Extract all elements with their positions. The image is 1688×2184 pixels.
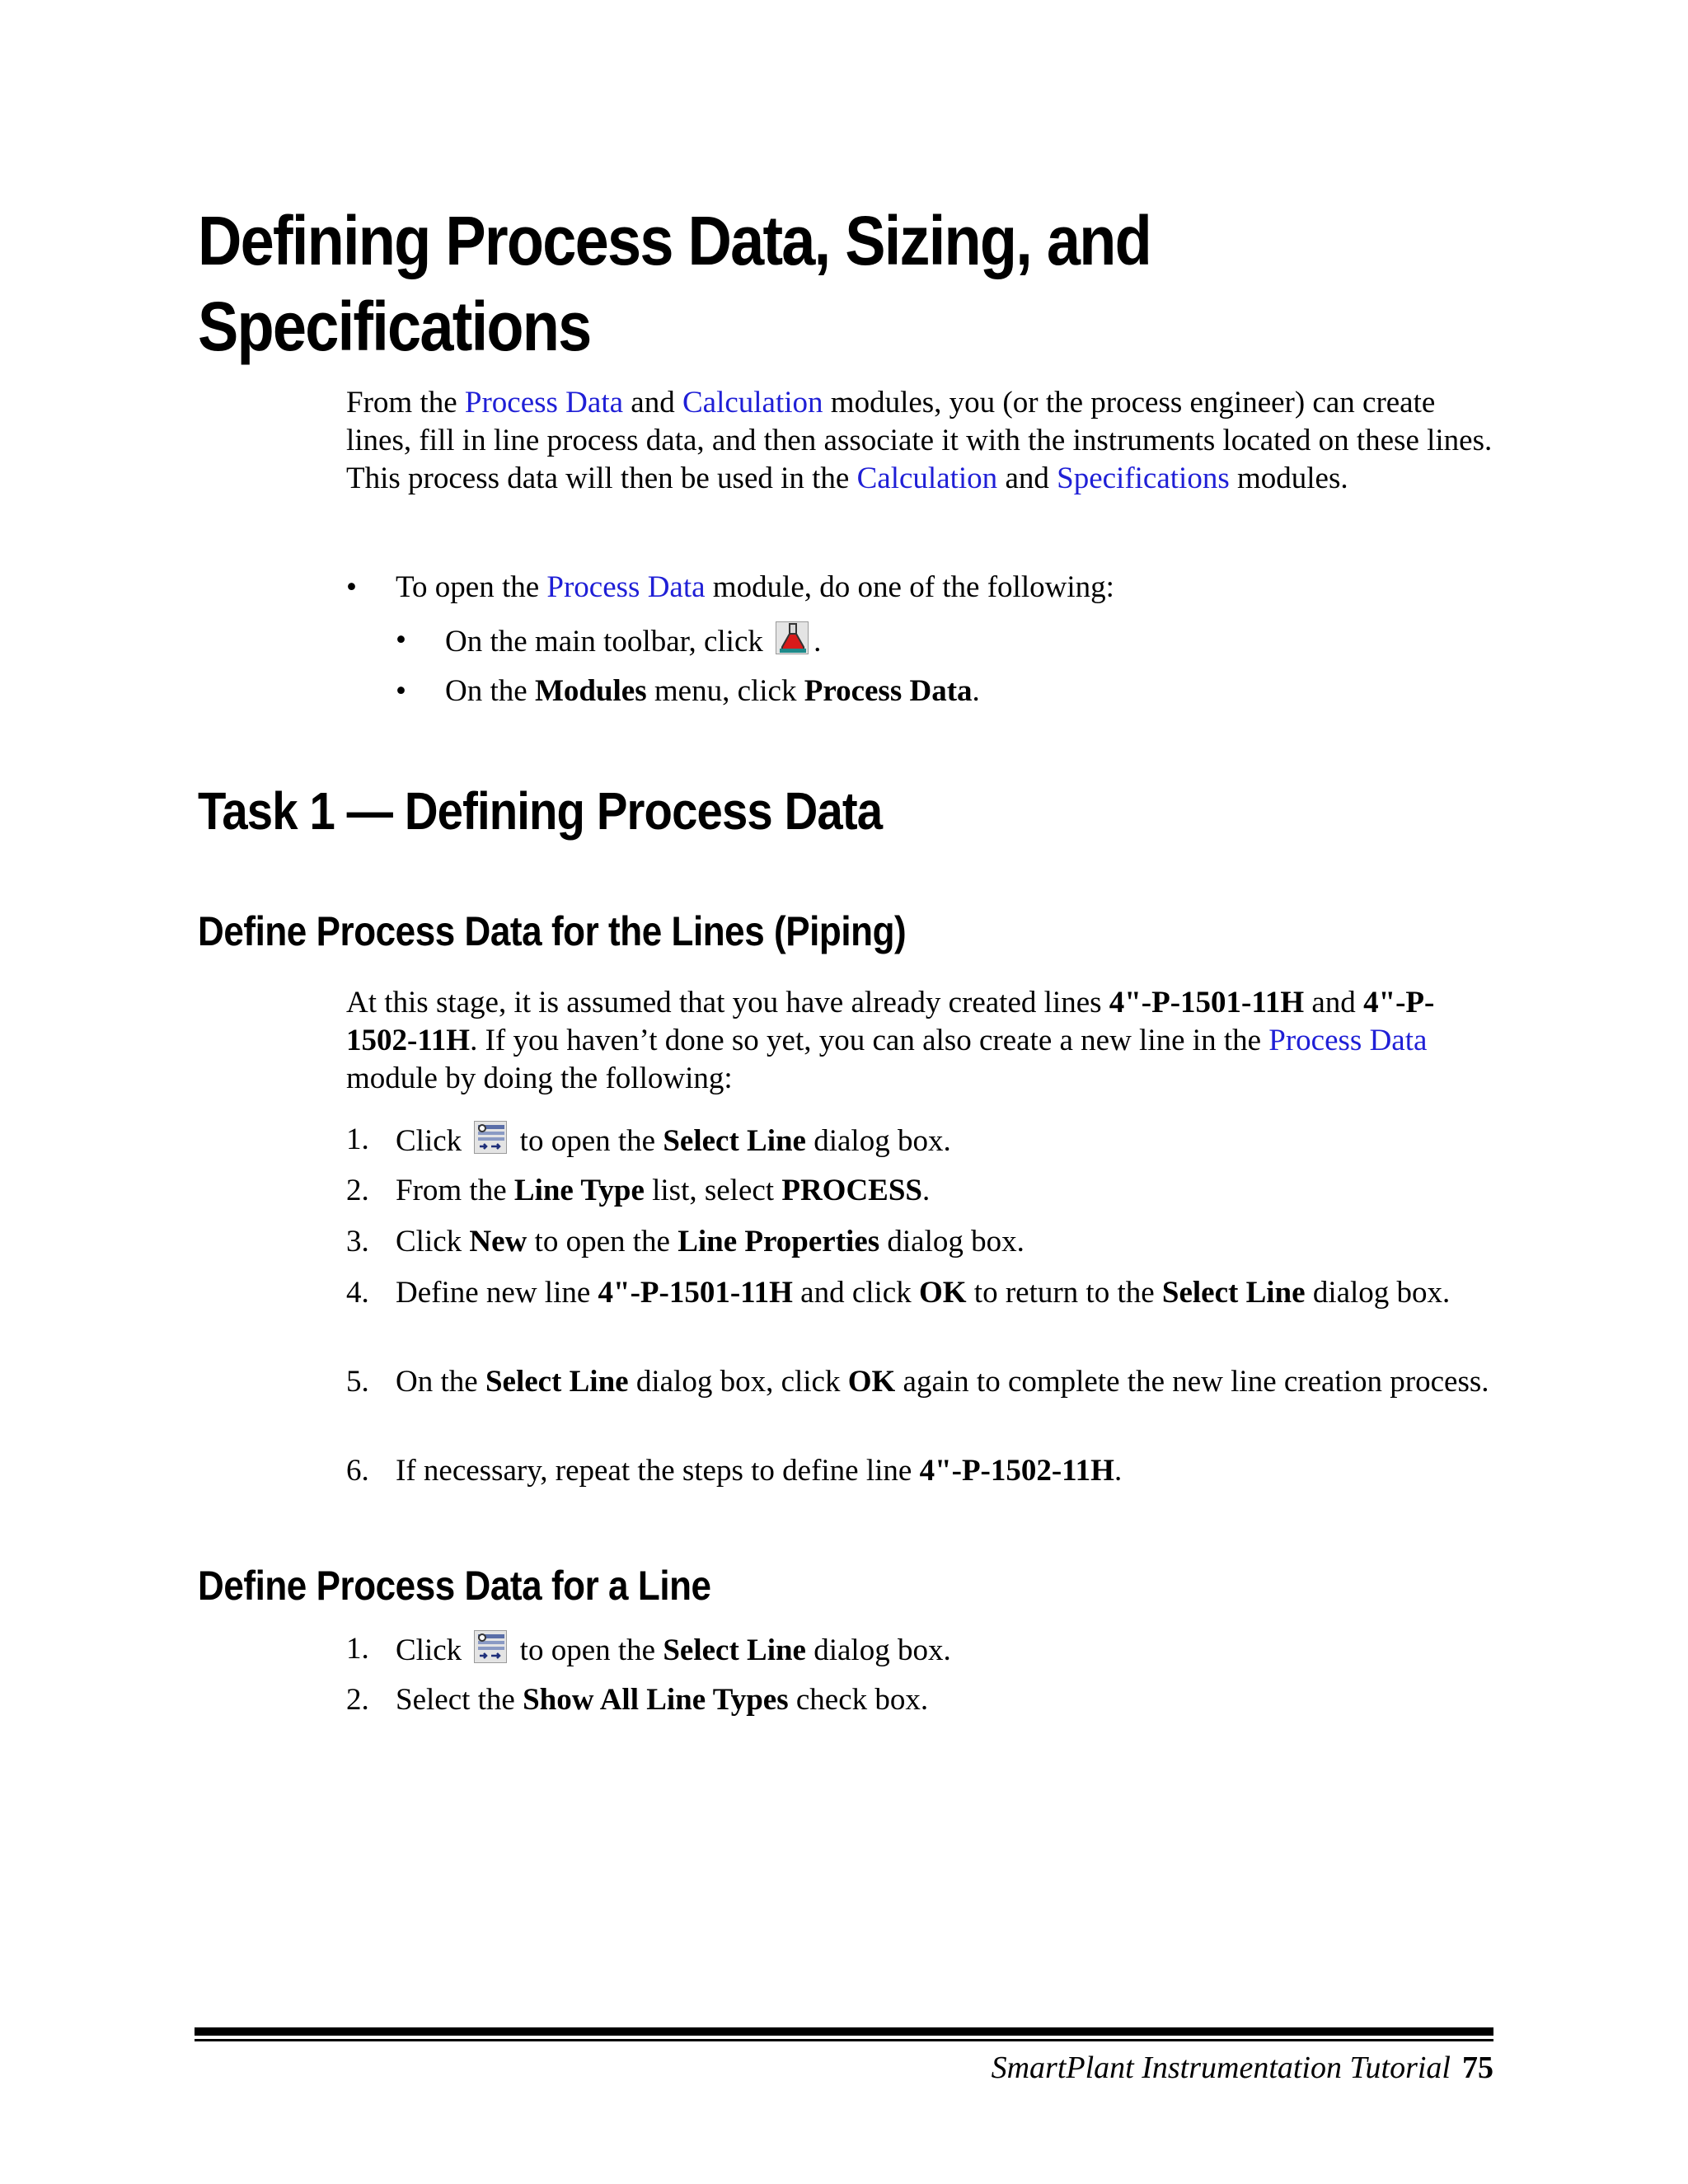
para-text: At this stage, it is assumed that you have already created lines xyxy=(346,986,1109,1019)
select-line-icon[interactable] xyxy=(474,1630,507,1663)
page-title-line-2: Specifications xyxy=(198,288,591,365)
bullet-text: . xyxy=(814,625,822,658)
para-text: . If you haven’t done so yet, you can also create a new line in the xyxy=(470,1024,1269,1057)
intro-paragraph xyxy=(346,384,1500,498)
step-text: dialog box. xyxy=(805,1633,951,1667)
para-text: module by doing the following: xyxy=(346,1062,733,1095)
step-text: Click xyxy=(396,1124,470,1158)
intro-text: and xyxy=(997,462,1057,495)
line-type-ref: Line Type xyxy=(513,1174,645,1207)
line-properties-ref: Line Properties xyxy=(678,1225,880,1258)
step-text: again to complete the new line creation process. xyxy=(895,1365,1489,1399)
step-text: dialog box. xyxy=(879,1225,1025,1258)
footer-rule-thin xyxy=(195,2039,1493,2041)
step-text: From the xyxy=(396,1174,514,1207)
process-data-link[interactable]: Process Data xyxy=(546,570,706,604)
select-line-ref: Select Line xyxy=(1161,1276,1306,1310)
step-text: dialog box, click xyxy=(628,1365,848,1399)
step-text: Select the xyxy=(396,1683,523,1717)
step-text: list, select xyxy=(644,1174,782,1207)
step-text: check box. xyxy=(788,1683,929,1717)
step-text: dialog box. xyxy=(1305,1276,1451,1310)
para-text: and xyxy=(1304,986,1364,1019)
calculation-link[interactable]: Calculation xyxy=(856,462,998,495)
step-text: to open the xyxy=(512,1633,663,1667)
process-data-menu-ref: Process Data xyxy=(804,674,973,708)
step-number: 5. xyxy=(346,1365,369,1399)
page-title xyxy=(198,198,1358,369)
ok-button-ref: OK xyxy=(918,1276,967,1310)
show-all-line-types-ref: Show All Line Types xyxy=(523,1683,789,1717)
calculation-link[interactable]: Calculation xyxy=(682,386,823,419)
line-id: 4"-P-1501-11H xyxy=(1109,986,1305,1019)
line-id: 4"-P-1502-11H xyxy=(919,1454,1114,1488)
bullet-text: . xyxy=(972,674,980,708)
page-footer xyxy=(195,2049,1493,2087)
task1-heading: Task 1 — Defining Process Data xyxy=(198,781,883,841)
bullet-text: module, do one of the following: xyxy=(705,570,1114,604)
select-line-ref: Select Line xyxy=(663,1633,806,1667)
page-title-line-1: Defining Process Data, Sizing, and xyxy=(198,202,1151,279)
line-id: 4"-P-1501-11H xyxy=(598,1276,793,1310)
intro-text: modules. xyxy=(1229,462,1348,495)
step-number: 6. xyxy=(346,1454,369,1488)
step-number: 4. xyxy=(346,1276,369,1310)
bullet-text: On the main toolbar, click xyxy=(445,625,771,658)
specifications-link[interactable]: Specifications xyxy=(1057,462,1230,495)
step-text: dialog box. xyxy=(805,1124,951,1158)
intro-text: modules, you (or the process engineer) can create lines, fill in line process data, and then associate it with the instruments located on these lines. This process data will then be used in the xyxy=(346,386,1493,495)
step-text: . xyxy=(922,1174,931,1207)
step-text: Click xyxy=(396,1633,470,1667)
bullet-text: menu, click xyxy=(646,674,804,708)
line-id: 4"-P-1502-11H xyxy=(346,986,1435,1057)
section-lines-piping-paragraph xyxy=(346,984,1500,1098)
section-lines-piping-heading: Define Process Data for the Lines (Piping) xyxy=(198,908,907,954)
step-text: to open the xyxy=(527,1225,678,1258)
intro-text: From the xyxy=(346,386,465,419)
step-number: 1. xyxy=(346,1122,369,1156)
step-text: Define new line xyxy=(396,1276,598,1310)
page-number: 75 xyxy=(1462,2050,1493,2085)
process-ref: PROCESS xyxy=(781,1174,922,1207)
footer-rule-thick xyxy=(195,2027,1493,2036)
bullet-mark: • xyxy=(396,623,406,657)
select-line-ref: Select Line xyxy=(663,1124,806,1158)
step-text: On the xyxy=(396,1365,485,1399)
process-data-link[interactable]: Process Data xyxy=(1268,1024,1428,1057)
select-line-ref: Select Line xyxy=(485,1365,629,1399)
step-text: to open the xyxy=(512,1124,663,1158)
process-data-flask-icon[interactable] xyxy=(776,621,809,654)
bullet-text: To open the xyxy=(396,570,547,604)
step-number: 2. xyxy=(346,1174,369,1207)
intro-text: and xyxy=(623,386,682,419)
footer-book-title: SmartPlant Instrumentation Tutorial xyxy=(991,2050,1451,2085)
section-line-heading: Define Process Data for a Line xyxy=(198,1563,711,1609)
bullet-text: On the xyxy=(445,674,535,708)
step-number: 3. xyxy=(346,1225,369,1258)
step-number: 1. xyxy=(346,1632,369,1666)
step-text: Click xyxy=(396,1225,470,1258)
modules-menu-ref: Modules xyxy=(534,674,647,708)
step-text: . xyxy=(1114,1454,1123,1488)
new-button-ref: New xyxy=(469,1225,528,1258)
step-text: and click xyxy=(792,1276,919,1310)
step-text: to return to the xyxy=(966,1276,1162,1310)
bullet-mark: • xyxy=(346,570,357,604)
bullet-mark: • xyxy=(396,674,406,708)
process-data-link[interactable]: Process Data xyxy=(464,386,624,419)
select-line-icon[interactable] xyxy=(474,1121,507,1154)
ok-button-ref: OK xyxy=(847,1365,896,1399)
step-number: 2. xyxy=(346,1683,369,1717)
step-text: If necessary, repeat the steps to define line xyxy=(396,1454,920,1488)
